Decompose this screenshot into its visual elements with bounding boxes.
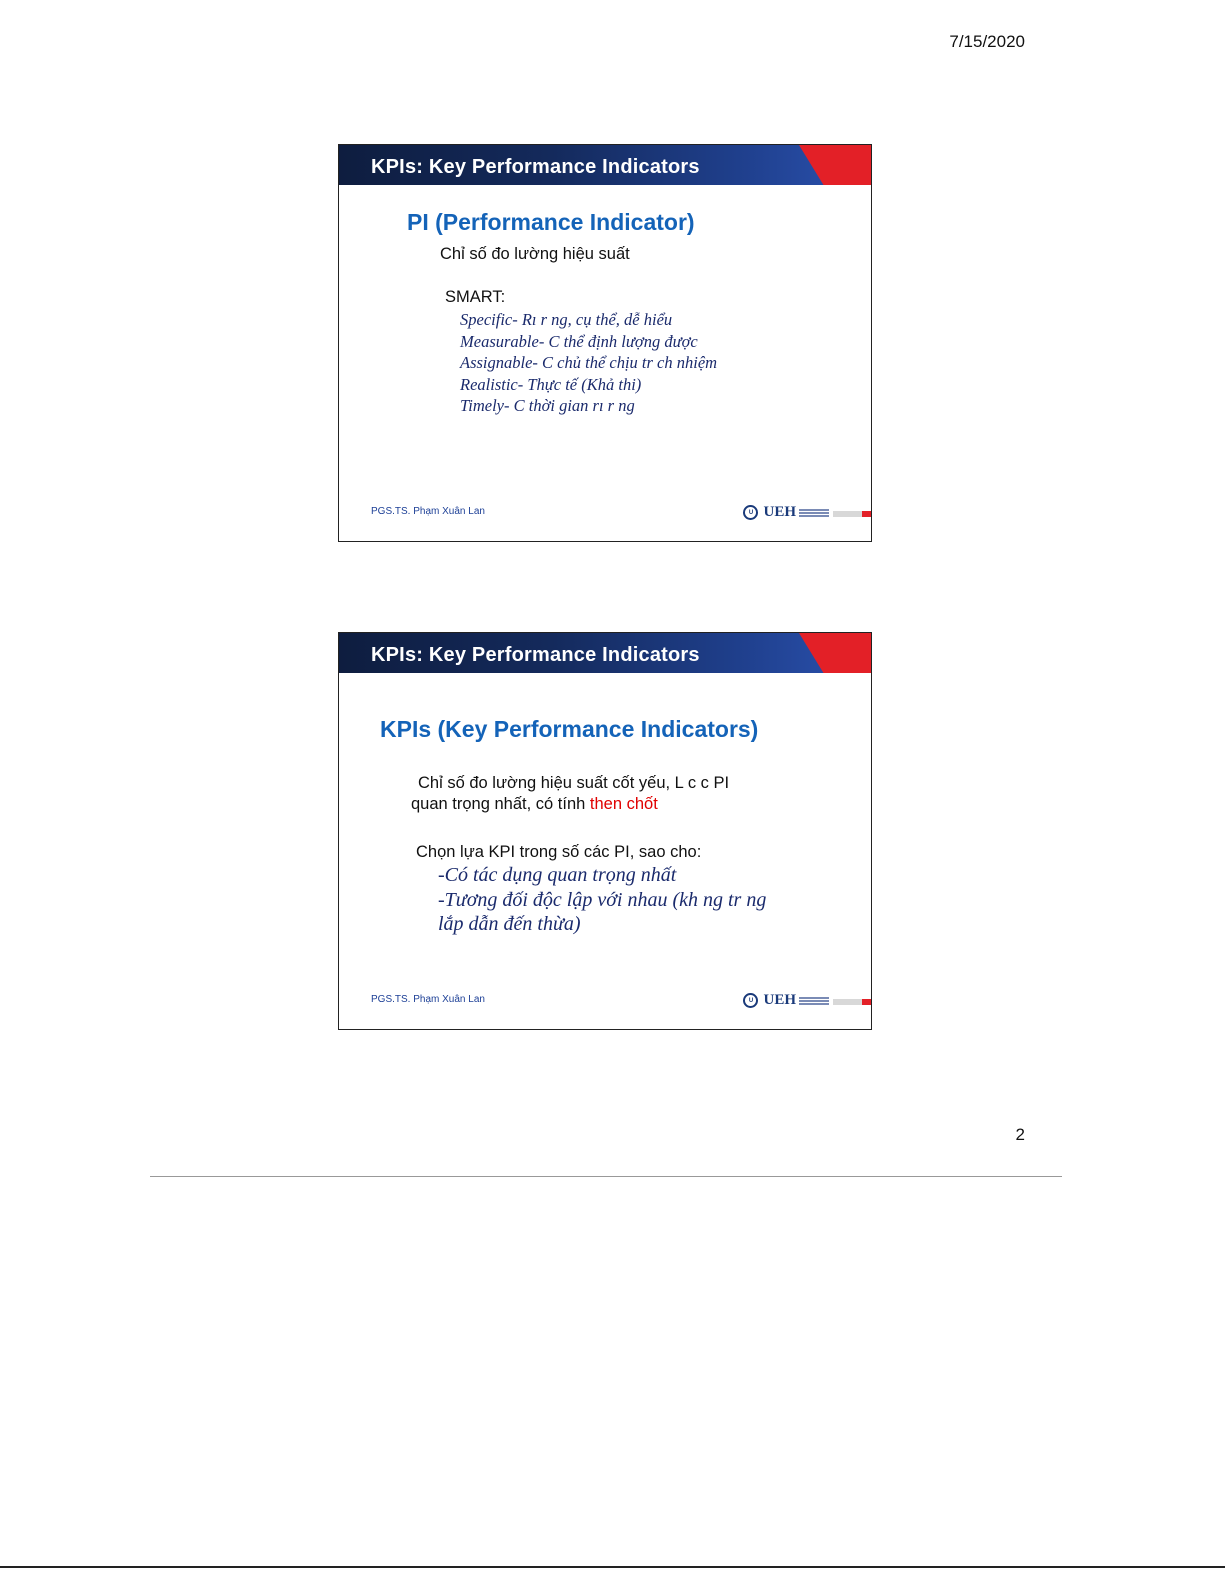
- kpi-criterion-1: -Có tác dụng quan trọng nhất: [438, 864, 677, 886]
- kpi-criterion-2: -Tương đối độc lập với nhau (kh ng tr ng: [438, 889, 767, 911]
- smart-label: SMART:: [445, 288, 506, 306]
- ueh-logo-text: UEH: [763, 992, 796, 1008]
- page-bottom-border: [0, 1566, 1225, 1568]
- footer-red-bar: [862, 999, 871, 1005]
- ueh-logo-subtext: [799, 997, 829, 1005]
- page-date: 7/15/2020: [949, 32, 1025, 51]
- header-red-accent: [799, 145, 871, 185]
- slide-header-title: KPIs: Key Performance Indicators: [371, 156, 700, 178]
- ueh-logo: [743, 504, 829, 521]
- pi-definition: Chỉ số đo lường hiệu suất: [440, 245, 630, 263]
- kpi-definition-line2: [411, 795, 658, 814]
- footer-author: PGS.TS. Phạm Xuân Lan: [371, 994, 485, 1005]
- kpi-definition-line1: Chỉ số đo lường hiệu suất cốt yếu, L c c PI: [418, 774, 730, 792]
- smart-item-assignable: Assignable- C chủ thể chịu tr ch nhiệm: [460, 353, 718, 372]
- ueh-logo-text: UEH: [763, 504, 796, 520]
- kpi-definition-prefix: quan trọng nhất, có tính: [411, 795, 590, 813]
- slide-header-bar: [339, 145, 871, 185]
- ueh-seal-icon: U: [743, 505, 758, 520]
- page-number: 2: [1015, 1125, 1025, 1144]
- kpi-criterion-2-cont: lắp dẫn đến thừa): [438, 913, 581, 935]
- slide-kpis: [338, 632, 872, 1030]
- smart-item-timely: Timely- C thời gian rı r ng: [460, 396, 635, 415]
- slide-heading: KPIs (Key Performance Indicators): [380, 716, 759, 742]
- page-divider: [150, 1176, 1062, 1177]
- smart-item-measurable: Measurable- C thể định lượng được: [460, 332, 698, 351]
- slide-header-title: KPIs: Key Performance Indicators: [371, 644, 700, 666]
- smart-item-specific: Specific- Rı r ng, cụ thể, dễ hiểu: [460, 310, 673, 329]
- slide-heading: PI (Performance Indicator): [407, 209, 695, 235]
- slide-pi: [338, 144, 872, 542]
- footer-author: PGS.TS. Phạm Xuân Lan: [371, 506, 485, 517]
- header-red-accent: [799, 633, 871, 673]
- ueh-seal-icon: U: [743, 993, 758, 1008]
- kpi-definition-highlight: then chốt: [589, 795, 658, 813]
- smart-item-realistic: Realistic- Thực tế (Khả thi): [460, 375, 642, 394]
- footer-red-bar: [862, 511, 871, 517]
- ueh-logo: [743, 992, 829, 1009]
- kpi-select-label: Chọn lựa KPI trong số các PI, sao cho:: [416, 843, 702, 861]
- ueh-logo-subtext: [799, 509, 829, 517]
- slide-header-bar: [339, 633, 871, 673]
